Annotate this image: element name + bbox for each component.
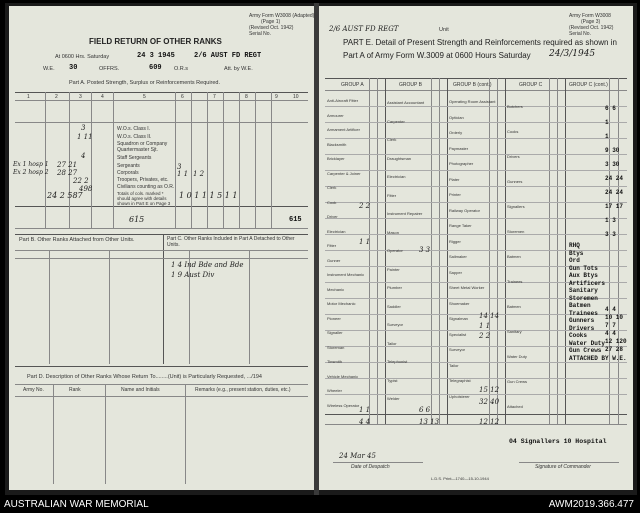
row-label: W.O.s. Class I. xyxy=(117,126,151,132)
trade-label: Fitter xyxy=(387,192,397,198)
trade-label: Vehicle Mechanic xyxy=(327,373,359,379)
handwritten-value: 14 14 xyxy=(479,312,500,320)
header-rule xyxy=(15,396,308,397)
row-label: Civilians counting as O.R. xyxy=(117,184,175,190)
column-total: 12 12 xyxy=(479,418,500,426)
col-divider xyxy=(249,250,250,364)
group-header: GROUP B (cont.) xyxy=(453,82,492,88)
col-number: 9 xyxy=(275,94,278,100)
grand-total-typed: 615 xyxy=(289,216,302,224)
ors-label: O.R.s xyxy=(174,66,189,72)
typed-trade-entries: RHQ Btys Ord Gun Tots Aux Btys Artificers Sanitary Storemen Batmen Trainees Gunners Drivers Cooks Water Duty Gun Crews ATTACHED BY W.E. xyxy=(569,242,627,362)
handwritten-value: 4 xyxy=(81,152,86,160)
signature-label: Signature of Commander xyxy=(535,464,591,470)
trade-label: Motor Mechanic xyxy=(327,301,356,306)
part-c-entry: 1 9 Aust Div xyxy=(171,271,215,279)
col-divider xyxy=(223,92,224,228)
part-a-title: Part A. Posted Strength, Surplus or Reinforcements Required. xyxy=(69,80,221,86)
handwritten-value: 2 2 xyxy=(359,202,371,210)
trade-label: Armament Artificer xyxy=(327,127,360,132)
trade-label: Driver xyxy=(327,214,338,219)
date-underline xyxy=(333,462,423,463)
trade-label: Electrician xyxy=(327,228,346,234)
col-number: 1 xyxy=(27,94,30,100)
col-number: 2 xyxy=(55,94,58,100)
trade-label: Specialist xyxy=(449,331,467,337)
part-e-date: 24/3/1945 xyxy=(549,49,596,59)
trade-label: Operating Room Assistant xyxy=(449,99,496,104)
group-header: GROUP C xyxy=(519,82,543,88)
header-rule xyxy=(325,90,627,91)
mid-totals: 1 0 1 1 1 5 1 1 xyxy=(179,191,238,200)
unit-handwritten: 2/6 AUST FD REGT xyxy=(329,25,399,33)
group-divider xyxy=(565,78,566,424)
typed-values-upper: 6 6 1 1 9 30 3 30 24 24 24 24 17 17 1 3 3 3 xyxy=(605,105,624,238)
part-d-col: Name and Initials xyxy=(121,387,160,393)
right-page xyxy=(319,6,633,490)
handwritten-value: 3 xyxy=(177,163,182,171)
trade-label: Instrument Repairer xyxy=(387,211,423,216)
date-of-despatch: 24 Mar 45 xyxy=(339,452,376,460)
trade-label: Clerk xyxy=(387,137,397,142)
col-divider xyxy=(91,92,92,228)
table-bottom-rule xyxy=(325,414,627,415)
col-divider xyxy=(497,78,498,424)
col-number: 6 xyxy=(181,94,184,100)
trade-label: Railway Operator xyxy=(449,207,480,213)
group-divider xyxy=(505,78,506,424)
trade-label: Gunner xyxy=(327,257,341,263)
part-b-title: Part B. Other Ranks Attached from Other Units. xyxy=(19,237,135,243)
trade-label: Telegraphist xyxy=(449,378,471,383)
trade-label: Armourer xyxy=(327,112,344,118)
return-time-label: At 0600 Hrs. Saturday xyxy=(55,54,110,60)
handwritten-value: 32 40 xyxy=(479,398,500,406)
unit-label: Unit xyxy=(439,27,449,33)
trade-label: Gunners xyxy=(507,179,523,184)
row-label: Sergeants xyxy=(117,163,140,169)
column-total: 4 4 xyxy=(359,418,371,426)
col-divider xyxy=(189,250,190,364)
col-number: 4 xyxy=(101,94,104,100)
trade-label: Instrument Mechanic xyxy=(327,272,365,277)
trade-label: Assistant Accountant xyxy=(387,100,425,105)
trade-label: Shoemaker xyxy=(449,300,470,306)
row-label: Corporals xyxy=(117,170,139,176)
col-divider xyxy=(69,92,70,228)
section-rule xyxy=(15,234,308,235)
column-total: 13 13 xyxy=(419,418,440,426)
trade-label: Batmen xyxy=(507,254,521,259)
handwritten-value: 6 6 xyxy=(419,406,431,414)
section-rule xyxy=(15,366,308,367)
totals-line: 04 Signallers 10 Hospital xyxy=(509,438,607,445)
book-spread xyxy=(5,3,637,495)
form-reference-right: Army Form W3008 (Page 3) (Revised Oct. 1942) Serial No. xyxy=(569,13,614,37)
trade-label: Painter xyxy=(387,266,400,272)
part-e-subtitle: Part A of Army Form W.3009 at 0600 Hours Saturday xyxy=(343,51,531,60)
trade-label: Typist xyxy=(387,377,398,383)
part-d-col: Rank xyxy=(69,387,81,393)
trade-label: Trainees xyxy=(507,279,523,284)
return-date: 24 3 1945 xyxy=(137,52,175,60)
col-divider xyxy=(431,78,432,424)
header-rule xyxy=(15,384,308,385)
trade-label: Carpenter & Joiner xyxy=(327,170,361,176)
col-number-rule xyxy=(15,100,308,101)
trade-label: Tailor xyxy=(387,340,397,346)
group-a-trade-list xyxy=(327,94,364,413)
header-rule xyxy=(15,250,308,251)
trade-label: Wireless Operator xyxy=(327,402,360,408)
handwritten-value: 1 2 xyxy=(193,170,205,178)
table-bottom-rule xyxy=(15,206,308,207)
trade-label: Mechanic xyxy=(327,286,345,292)
trade-label: Signaller xyxy=(327,330,343,335)
trade-label: Printer xyxy=(449,192,461,197)
unit-name: 2/6 AUST FD REGT xyxy=(194,52,262,60)
trade-label: Drivers xyxy=(507,154,520,159)
trade-label: Sanitary xyxy=(507,329,522,334)
trade-label: Sheet Metal Worker xyxy=(449,285,485,290)
handwritten-note: Ex 2 hosp 2 xyxy=(13,169,49,176)
col-divider xyxy=(45,92,46,228)
col-divider xyxy=(113,92,114,228)
trade-label: Paymaster xyxy=(449,145,469,151)
part-d-title: Part D. Description of Other Ranks Whose Return To........(Unit) is Particularly Requested, .../194 xyxy=(27,374,262,380)
trade-label: Anti-Aircraft Fitter xyxy=(327,98,359,103)
group-header: GROUP A xyxy=(341,82,364,88)
row-label: Troopers, Privates, etc. xyxy=(117,177,169,183)
handwritten-value: 1 1 xyxy=(359,406,371,414)
trade-label: Telephonist xyxy=(387,359,408,364)
group-b-cont-trade-list xyxy=(449,94,495,404)
we-ors: 609 xyxy=(149,64,162,72)
trade-label: Bricklayer xyxy=(327,156,345,161)
trade-label: Optician xyxy=(449,114,464,120)
part-d-col: Army No. xyxy=(23,387,44,393)
handwritten-value: 15 12 xyxy=(479,386,500,394)
trade-label: Range Taker xyxy=(449,223,472,228)
trade-label: Pioneer xyxy=(327,315,341,321)
handwritten-value: 498 xyxy=(79,185,93,193)
col-number: 5 xyxy=(143,94,146,100)
totals-rule xyxy=(325,424,627,425)
trade-label: Welder xyxy=(387,396,400,401)
trade-label: Rigger xyxy=(449,238,461,244)
handwritten-note: Ex 1 hosp 1 xyxy=(13,161,49,168)
group-divider xyxy=(385,78,386,424)
handwritten-value: 3 xyxy=(81,124,86,132)
trade-label: Tailor xyxy=(449,362,459,368)
trade-label: Clerk xyxy=(327,185,337,190)
col-divider xyxy=(271,92,272,228)
handwritten-value: 1 1 xyxy=(359,238,371,246)
trade-label: Storeman xyxy=(327,344,345,350)
handwritten-value: 28 27 xyxy=(57,169,78,177)
col-divider xyxy=(49,250,50,364)
trade-label: Mason xyxy=(387,229,400,235)
trade-label: Photographer xyxy=(449,161,474,166)
part-c-entry: 1 4 Ind Bde and Bde xyxy=(171,261,244,269)
trade-label: Plater xyxy=(449,176,460,182)
handwritten-value: 1 1 xyxy=(479,322,491,330)
table-top-rule xyxy=(325,78,627,79)
trade-label: Orderly xyxy=(449,130,463,135)
trade-label: Plumber xyxy=(387,285,402,290)
we-label: W.E. xyxy=(43,66,55,72)
printer-note: L.D.S. Print—1740—15-10-1944 xyxy=(431,476,489,481)
col-divider xyxy=(105,384,106,484)
trade-label: Signalman xyxy=(449,316,468,321)
handwritten-value: 27 21 xyxy=(57,161,78,169)
trade-label: Attached xyxy=(507,404,523,409)
archive-name: AUSTRALIAN WAR MEMORIAL xyxy=(4,499,149,510)
col-divider xyxy=(207,92,208,228)
page-title: FIELD RETURN OF OTHER RANKS xyxy=(89,37,222,46)
group-header: GROUP B xyxy=(399,82,422,88)
trade-label: Butchers xyxy=(507,104,523,109)
signature-underline xyxy=(519,462,619,463)
grand-total-hw: 615 xyxy=(129,215,145,224)
handwritten-value: 1 1 xyxy=(177,170,189,178)
group-header: GROUP C (cont.) xyxy=(569,82,608,88)
handwritten-value: 1 11 xyxy=(77,133,93,141)
trade-label: Cooks xyxy=(507,129,519,134)
typed-values-lower: 4 4 10 10 7 7 4 4 12 120 27 28 xyxy=(605,306,627,353)
group-divider xyxy=(447,78,448,424)
col-divider xyxy=(369,78,370,424)
totals-row: 24 2 587 xyxy=(47,191,83,200)
col-number: 10 xyxy=(293,94,299,100)
offrs-label: OFFRS. xyxy=(99,66,120,72)
row-label: W.O.s. Class II. xyxy=(117,134,152,140)
trade-label: Wheeler xyxy=(327,388,342,393)
handwritten-value: 2 2 xyxy=(479,332,491,340)
handwritten-value: 22 2 xyxy=(73,177,89,185)
table-top-rule xyxy=(15,92,308,93)
trade-label: Operator xyxy=(387,248,403,253)
header-bottom-rule xyxy=(15,122,308,123)
att-label: Att. by W.E. xyxy=(224,66,253,72)
date-label: Date of Despatch xyxy=(351,464,390,470)
trade-label: Carpenter xyxy=(387,118,405,124)
trade-label: Batmen xyxy=(507,304,521,309)
trade-label: Blacksmith xyxy=(327,141,347,147)
col-divider xyxy=(439,78,440,424)
section-divider xyxy=(163,234,164,364)
we-officers: 30 xyxy=(69,64,78,72)
trade-label: Water Duty xyxy=(507,354,527,359)
trade-label: Fitter xyxy=(327,243,337,248)
trade-label: Gun Crews xyxy=(507,379,528,384)
col-divider xyxy=(377,78,378,424)
trade-label: Storemen xyxy=(507,229,525,234)
trade-label: Signallers xyxy=(507,204,525,209)
col-divider xyxy=(109,250,110,364)
handwritten-value: 3 3 xyxy=(419,246,431,254)
trade-label: Cook xyxy=(327,199,337,205)
trade-label: Electrician xyxy=(387,174,406,179)
trade-label: Saddler xyxy=(387,303,401,309)
summary-rule xyxy=(15,228,308,229)
trade-label: Sapper xyxy=(449,269,462,275)
row-label: Squadron or Company Quartermaster Sjt. xyxy=(117,141,168,153)
trade-label: Surveyor xyxy=(387,322,404,327)
col-number: 7 xyxy=(213,94,216,100)
col-divider xyxy=(185,384,186,484)
col-divider xyxy=(191,92,192,228)
trade-label: Sailmaker xyxy=(449,254,467,259)
col-divider xyxy=(557,78,558,424)
col-divider xyxy=(239,92,240,228)
archive-accession: AWM2019.366.477 xyxy=(548,499,634,510)
part-d-col: Remarks (e.g., present station, duties, etc.) xyxy=(195,387,291,393)
col-divider xyxy=(255,92,256,228)
trade-label: Upholsterer xyxy=(449,393,470,399)
header-rule xyxy=(15,258,308,259)
part-c-title: Part C. Other Ranks Included in Part A Detached to Other Units. xyxy=(167,236,295,248)
col-number: 3 xyxy=(79,94,82,100)
col-divider xyxy=(53,384,54,484)
col-divider xyxy=(175,92,176,228)
trade-label: Surveyor xyxy=(449,347,466,352)
archive-footer xyxy=(0,497,640,513)
left-page xyxy=(9,6,314,490)
trade-label: Draughtsman xyxy=(387,155,412,161)
row-label: Totals of cols. marked * should agree with details shown in Part E on Page 3 xyxy=(117,191,171,206)
col-divider xyxy=(549,78,550,424)
group-c-label-list xyxy=(507,94,527,419)
part-e-title: PART E. Detail of Present Strength and Reinforcements required as shown in xyxy=(343,38,617,47)
col-number: 8 xyxy=(245,94,248,100)
trade-label: Tinsmith xyxy=(327,359,342,364)
row-label: Staff Sergeants xyxy=(117,155,152,161)
form-reference-left: Army Form W3008 (Adapted) (Page 1) (Revised Oct. 1942) Serial No. xyxy=(249,13,315,37)
